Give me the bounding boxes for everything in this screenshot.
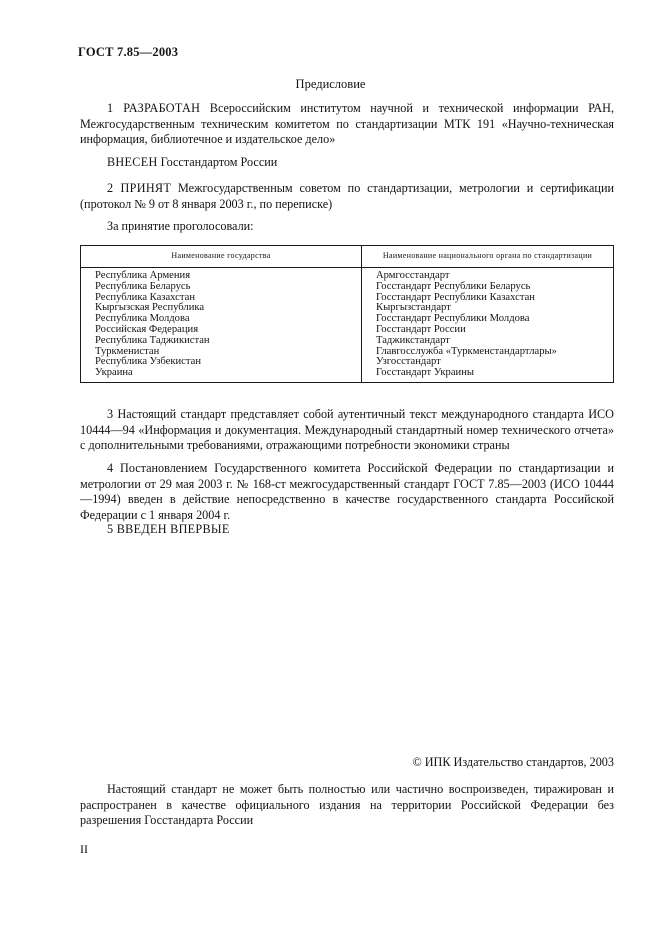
country-cell bbox=[81, 268, 362, 383]
standards-body-item: Госстандарт Республики Беларусь bbox=[376, 280, 531, 292]
paragraph-adopted bbox=[80, 181, 614, 212]
country-item: Республика Узбекистан bbox=[95, 356, 202, 368]
standards-body-item: Армгосстандарт bbox=[376, 270, 450, 281]
standards-body-item: Госстандарт Республики Молдова bbox=[376, 313, 530, 325]
paragraph-developed bbox=[80, 101, 614, 148]
paragraph-first-introduced: 5 ВВЕДЕН ВПЕРВЫЕ bbox=[107, 522, 230, 536]
standards-body-item: Узгосстандарт bbox=[376, 356, 441, 368]
country-item: Республика Молдова bbox=[95, 313, 190, 325]
table-header-row bbox=[81, 246, 614, 268]
paragraph-text: Всероссийским институтом научной и технической информации РАН, Межгосударственным техническим комитетом по стандартизации МТК 191 «Научно-техническая информация, библиотечное и издательское дело» bbox=[80, 101, 614, 146]
standards-body-item: Кыргызстандарт bbox=[376, 302, 451, 314]
table-header-country: Наименование государства bbox=[81, 246, 362, 268]
standards-body-item: Госстандарт Республики Казахстан bbox=[376, 291, 535, 303]
preface-title: Предисловие bbox=[295, 77, 366, 91]
vote-intro: За принятие проголосовали: bbox=[107, 219, 254, 233]
paragraph-introduced bbox=[80, 155, 614, 171]
paragraph-text: Межгосударственным советом по стандартизации, метрологии и сертификации (протокол № 9 от 8 января 2003 г., по переписке) bbox=[80, 181, 615, 211]
standards-body-list bbox=[376, 271, 613, 379]
country-item: Туркменистан bbox=[95, 345, 160, 357]
paragraph-text: Госстандартом России bbox=[157, 155, 278, 169]
paragraph-enactment: 4 Постановлением Государственного комитета Российской Федерации по стандартизации и метрологии от 29 мая 2003 г. № 168-ст межгосударственный стандарт ГОСТ 7.85—2003 (ИСО 10444—1994) введен в действие непосредственно в качестве государственного стандарта Российской Федерации с 1 января 2004 г. bbox=[80, 461, 614, 522]
country-item: Российская Федерация bbox=[95, 323, 199, 335]
paragraph-authentic-text: 3 Настоящий стандарт представляет собой аутентичный текст международного стандарта ИСО 10444—94 «Информация и документация. Международный стандартный номер технического отчета» с дополнительными требованиями, отражающими потребности экономики страны bbox=[80, 407, 614, 452]
country-item: Республика Казахстан bbox=[95, 291, 196, 303]
standards-body-item: Главгосслужба «Туркменстандартлары» bbox=[376, 345, 557, 357]
document-header: ГОСТ 7.85—2003 bbox=[78, 45, 179, 59]
country-item: Республика Беларусь bbox=[95, 280, 191, 292]
country-item: Кыргызская Республика bbox=[95, 302, 205, 314]
country-list bbox=[95, 271, 361, 379]
paragraph-keyword: 2 ПРИНЯТ bbox=[107, 181, 172, 195]
reproduction-notice: Настоящий стандарт не может быть полностью или частично воспроизведен, тиражирован и распространен в качестве официального издания на территории Российской Федерации без разрешения Госстандарта России bbox=[80, 782, 614, 827]
table-header-body: Наименование национального органа по стандартизации bbox=[362, 246, 614, 268]
table-row bbox=[81, 268, 614, 383]
country-item: Украина bbox=[95, 367, 133, 379]
paragraph-keyword: ВНЕСЕН bbox=[107, 155, 158, 169]
standards-body-item: Госстандарт Украины bbox=[376, 367, 474, 379]
copyright-line: © ИПК Издательство стандартов, 2003 bbox=[412, 755, 614, 769]
standards-body-item: Госстандарт России bbox=[376, 323, 466, 335]
standards-body-cell bbox=[362, 268, 614, 383]
paragraph-keyword: 1 РАЗРАБОТАН bbox=[107, 101, 201, 115]
page-number: II bbox=[80, 842, 88, 856]
country-item: Республика Таджикистан bbox=[95, 334, 210, 346]
country-item: Республика Армения bbox=[95, 270, 191, 281]
standards-body-item: Таджикстандарт bbox=[376, 334, 450, 346]
voting-table bbox=[80, 245, 614, 383]
